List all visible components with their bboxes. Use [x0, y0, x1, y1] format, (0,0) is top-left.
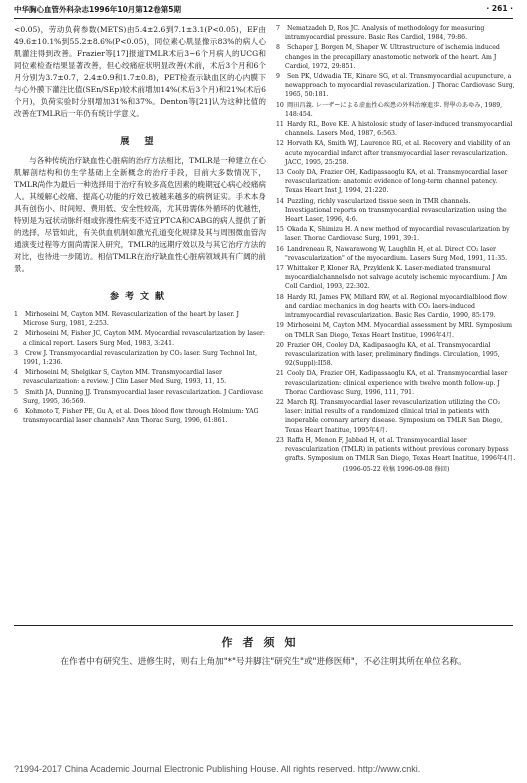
reference-text: Okada K, Shimizu H. A new method of myocardial revascularization by laser. Thorac Cardiovasc Surg, 1991, 39:1. — [285, 226, 510, 243]
copyright-footer: ?1994-2017 China Academic Journal Electronic Publishing House. All rights reserved. http://www.cnki. — [14, 764, 421, 774]
reference-text: March RJ. Transmyocardial laser revascularization utilizing the CO₂ laser: initial results of a randomized clinical trial in patients with inoperable coronary artery disease. Symposium on TMLR San Diego, Texas Heart Inatitue, 1995年4月. — [285, 398, 503, 434]
reference-number: 2 — [14, 330, 18, 338]
reference-text: Kohmoto T, Fisher PE, Gu A, et al. Does blood flow through Holmium: YAG transmyocardial laser channels? Ann Thorac Surg, 1996, 61:861. — [23, 408, 259, 425]
reference-text: Nematzadeh D, Ros JC. Analysis of methodology for measuring intramyocardial pressure. Basic Res Cardiol, 1984, 79:86. — [285, 25, 485, 42]
reference-text: Mirhoseini M, Cayton MM. Revascularization of the heart by laser. J Microse Surg, 1981, 2:253. — [23, 311, 239, 328]
reference-number: 17 — [276, 265, 284, 273]
reference-item — [14, 388, 266, 406]
reference-item — [276, 139, 516, 167]
reference-list-right — [276, 24, 516, 463]
reference-text: Cooly DA, Frazier OH, Kadipassaoglu KA, et al. Transmyocardial laser revascularization: anatomic evidence of long-term channel patency. Texas Heart Inst J, 1994, 21:220. — [285, 169, 508, 195]
reference-number: 9 — [276, 73, 280, 81]
reference-text: Mirhoseini M, Fisher JC, Cayton MM. Myocardial revascularization by laser: a clinical report. Lasers Surg Med, 1983, 3:241. — [23, 330, 265, 347]
received-date: (1996-05-22 收稿 1996-09-08 修回) — [342, 466, 450, 474]
reference-item — [276, 101, 516, 119]
reference-item — [276, 341, 516, 369]
reference-item — [276, 43, 516, 71]
reference-item — [276, 264, 516, 292]
reference-number: 14 — [276, 197, 284, 205]
reference-number: 7 — [276, 25, 280, 32]
right-column — [276, 24, 516, 622]
reference-text: Hardy RL, Bove KE. A histolosic study of laser-induced transmyocardial channels. Lasers Med, 1987, 6:563. — [285, 121, 513, 138]
reference-item — [276, 197, 516, 225]
prospect-paragraph: 与各种传统治疗缺血性心脏病的治疗方法相比，TMLR是一种建立在心肌解剖结构和仿生学基础上全新概念的治疗手段，目前大多数情况下，TMLR尚作为最后一种选择用于治疗有较多高危因素的晚期冠心病心绞痛病人。其缓解心绞痛、提高心功能的疗效已被越来越多的病例证实。手术本身具有创伤小、时间短、费用低、安全性较高，尤其毋需体外循环的优越性，特别是为冠状动脉纤细或弥漫性病变不适宜PTCA和CABG的病人提供了新的选择，尽管如此，有关供血机制如激光孔道变化规律及其与周围微血管沟通演变过程等方面尚需深入研究，TMLR的远期疗效以及与其它治疗方法的对比，也待进一步随访。相信TMLR在治疗缺血性心脏病领域具有广阔的前景。 — [14, 156, 266, 273]
header-divider — [14, 18, 513, 19]
reference-text: Mirhoseini M, Shelgikar S, Cayton MM. Transmyocardial laser revascularization: a review. J Clin Laser Med Surg, 1993, 11, 15. — [23, 369, 227, 386]
reference-text: Whittaker P, Kloner RA, Przyklenk K. Laser-mediated transmural myocardialchannelsdo not salvage acutely ischemic myocardium. J Am Coll Cardiol, 1993, 22:302. — [285, 265, 508, 291]
reference-item — [276, 245, 516, 263]
reference-item — [276, 321, 516, 339]
reference-number: 21 — [276, 370, 284, 378]
reference-number: 16 — [276, 245, 284, 253]
reference-text: Schaper J, Borgen M, Shaper W. Ultrastructure of ischemia induced changes in the precapillary anastomotic network of the heart. Am J Cardiol, 1972, 29:851. — [285, 44, 500, 70]
reference-text: Horvath KA, Smith WJ, Laurence RG, et al. Recovery and viability of an acute myocardial infarct after transmyocardial laser revascularization. JACC, 1995, 25:258. — [285, 140, 511, 166]
reference-number: 4 — [14, 369, 18, 377]
reference-text: Raffa H, Menon F, Jabbad H, et al. Transmyocardial laser revascularization (TMLR) in patients without previous coronary bypass grafts. Symposium on TMLR San Diego, Texas Heart Inatitue, 1996年4月. — [285, 436, 516, 463]
reference-item — [14, 368, 266, 386]
page-header — [14, 4, 513, 18]
reference-text: Crew J. Transmyocardial revascularization by CO₂ laser. Surg Technol Int, 1991, 1:236. — [23, 349, 258, 367]
reference-item — [14, 310, 266, 328]
reference-number: 10 — [276, 101, 284, 109]
reference-item — [14, 349, 266, 367]
reference-text: Frazier OH, Cooley DA, Kadipasaoglu KA, et al. Transmyocardial revascularization with laser, preliminary findings. Circulation, 1995, 92(Suppl):II58. — [285, 341, 500, 368]
reference-item — [276, 369, 516, 397]
results-paragraph: <0.05)，劳动负荷参数(METS)由5.4±2.6到7.1±3.1(P<0.05)，EF由49.6±10.1%到55.2±8.6%(P<0.05)，同位素心肌显像示83%的病人心肌灌注得到改善。Frazier等[17]报道TMLR术后3~6个月病人的UCG和同位素检查结果显著改善，但心绞痛症状明显改善(术前，术后3个月和6个月分别为3.7±0.7，2.4±0.9和1.7±0.8)，PET检查示缺血区的心内膜下与心外膜下灌注比值(SEn/SEp)较术前增加14%(术后3个月)和21%(术后6个月)，负荷实验时分别增加31%和37%。Denton等[21]认为这种比值的改善在TMLR后一年仍有统计学意义。 — [14, 25, 266, 118]
reference-number: 11 — [276, 121, 284, 129]
reference-item — [276, 293, 516, 321]
reference-number: 22 — [276, 398, 284, 406]
left-column — [14, 24, 266, 620]
reference-number: 6 — [14, 408, 18, 416]
reference-item — [276, 24, 516, 42]
reference-text: Smith JA, Dunning JJ. Transmyocardial laser revascularization. J Cardiovasc Surg, 1995, 36:569. — [23, 388, 264, 405]
section-title-prospect: 展 望 — [120, 137, 160, 147]
reference-text: Sen PK, Udwadia TE, Kinare SG, et al. Transmyocardial acupuncture, a newapproach to myocardial revascularization. J Thorac Cardiovasc Surg, 1965, 50:181. — [285, 73, 515, 99]
page-number: · 261 · — [486, 4, 513, 13]
journal-title: 中华胸心血管外科杂志1996年10月第12卷第5期 — [14, 5, 181, 14]
reference-number: 18 — [276, 293, 284, 301]
reference-number: 8 — [276, 44, 280, 52]
reference-item — [276, 436, 516, 464]
reference-number: 12 — [276, 140, 284, 148]
reference-number: 13 — [276, 169, 284, 177]
reference-item — [276, 398, 516, 435]
reference-number: 3 — [14, 349, 18, 357]
reference-item — [276, 225, 516, 243]
notice-text: 在作者中有研究生、进修生时，则右上角加"*"号并脚注"研究生"或"进修医师"，不必注明其所在单位名称。 — [60, 657, 467, 667]
reference-text: Puzzling, richly vascularized tissue seen in TMR channels. Investigational reports on transmyocardial revascularization using the Heart Laser, 1996, 4:6. — [285, 197, 507, 224]
reference-number: 15 — [276, 226, 284, 234]
reference-item — [276, 72, 516, 100]
reference-item — [276, 120, 516, 138]
reference-item — [14, 407, 266, 425]
reference-item — [14, 329, 266, 347]
references-title: 参考文献 — [109, 292, 170, 302]
reference-list-left — [14, 310, 266, 425]
reference-text: Landreneau R, Nawarawong W, Laughlin H, et al. Direct CO₂ laser "revascularization" of the myocardium. Lasers Surg Med, 1991, 11:35. — [285, 245, 508, 262]
reference-text: Hardy RI, James FW, Millard RW, et al. Regional myocardialblood flow and cardiac mechanics in dog hearts with CO₂ laers-induced intramyocardial revascularization. Basic Res Cardio, 1990, 85:179. — [285, 293, 507, 320]
reference-number: 5 — [14, 388, 18, 396]
notice-divider — [14, 625, 513, 626]
reference-number: 23 — [276, 436, 284, 444]
reference-number: 19 — [276, 322, 284, 330]
notice-title: 作者须知 — [221, 636, 306, 649]
reference-number: 20 — [276, 341, 284, 349]
reference-text: Mirhoseini M, Cayton MM. Myocardial assessment by MRI. Symposium on TMLR San Diego, Texas Heart Institue, 1996年4月. — [285, 322, 513, 339]
reference-number: 1 — [14, 311, 18, 318]
reference-item — [276, 168, 516, 196]
reference-text: Cooly DA, Frazier OH, Kadipassaoglu KA, et al. Transmyocardial laser revascularization: clinical experience with twelve month follow-up. J Thorac Cardiovasc Surg, 1996, 111, 791. — [285, 370, 508, 396]
reference-text: 岡田昌義. レ一ザーによる虚血性心疾患の外科治療進歩. 腎學のあゆみ, 1989, 148:454. — [285, 101, 503, 118]
